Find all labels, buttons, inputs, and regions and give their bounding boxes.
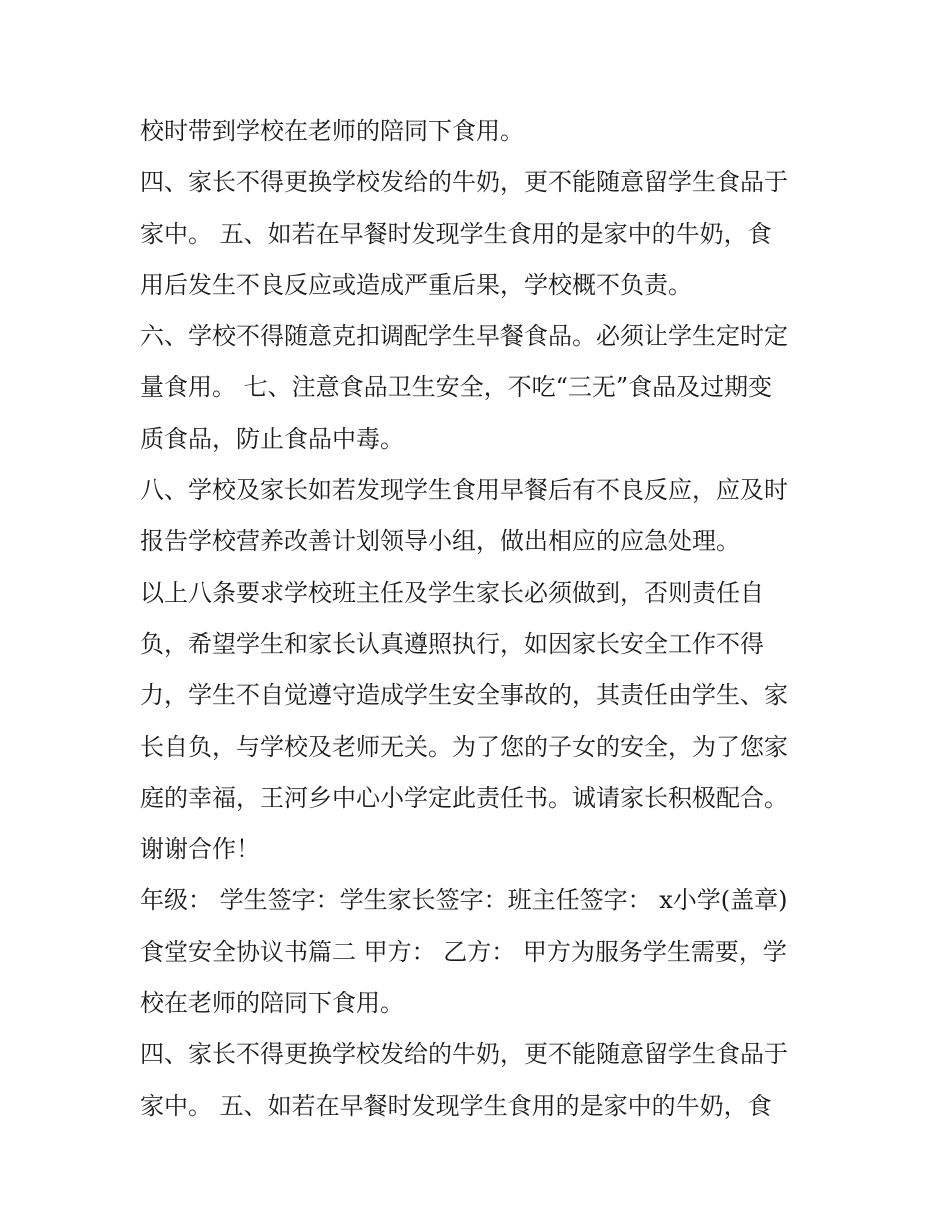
text-line: 四、家长不得更换学校发给的牛奶，更不能随意留学生食品于	[140, 168, 788, 197]
text-line: 八、学校及家长如若发现学生食用早餐后有不良反应，应及时	[140, 476, 788, 505]
document-body	[140, 106, 820, 1132]
text-line: 庭的幸福，王河乡中心小学定此责任书。诚请家长积极配合。	[140, 783, 788, 812]
text-line: 质食品，防止食品中毒。	[140, 424, 404, 453]
text-line: 校在老师的陪同下食用。	[140, 989, 404, 1018]
text-line: 用后发生不良反应或造成严重后果，学校概不负责。	[140, 270, 692, 299]
text-line: 量食用。 七、注意食品卫生安全，不吃“三无”食品及过期变	[140, 373, 773, 402]
text-line: 以上八条要求学校班主任及学生家长必须做到，否则责任自	[140, 578, 764, 607]
text-line: 长自负，与学校及老师无关。为了您的子女的安全，为了您家	[140, 732, 788, 761]
text-line: 力，学生不自觉遵守造成学生安全事故的，其责任由学生、家	[140, 681, 788, 710]
text-line: 家中。 五、如若在早餐时发现学生食用的是家中的牛奶，食	[140, 1091, 772, 1120]
text-line: 负，希望学生和家长认真遵照执行，如因家长安全工作不得	[140, 629, 764, 658]
text-line: 六、学校不得随意克扣调配学生早餐食品。必须让学生定时定	[140, 322, 788, 351]
text-line: 食堂安全协议书篇二 甲方： 乙方： 甲方为服务学生需要，学	[140, 937, 787, 966]
text-line: 四、家长不得更换学校发给的牛奶，更不能随意留学生食品于	[140, 1040, 788, 1069]
text-line: 谢谢合作！	[140, 835, 260, 864]
text-line: 校时带到学校在老师的陪同下食用。	[140, 117, 524, 145]
text-line: 报告学校营养改善计划领导小组，做出相应的应急处理。	[140, 527, 740, 556]
text-line: 家中。 五、如若在早餐时发现学生食用的是家中的牛奶，食	[140, 219, 772, 248]
text-line: 年级： 学生签字：学生家长签字：班主任签字： x小学(盖章)	[140, 886, 788, 915]
